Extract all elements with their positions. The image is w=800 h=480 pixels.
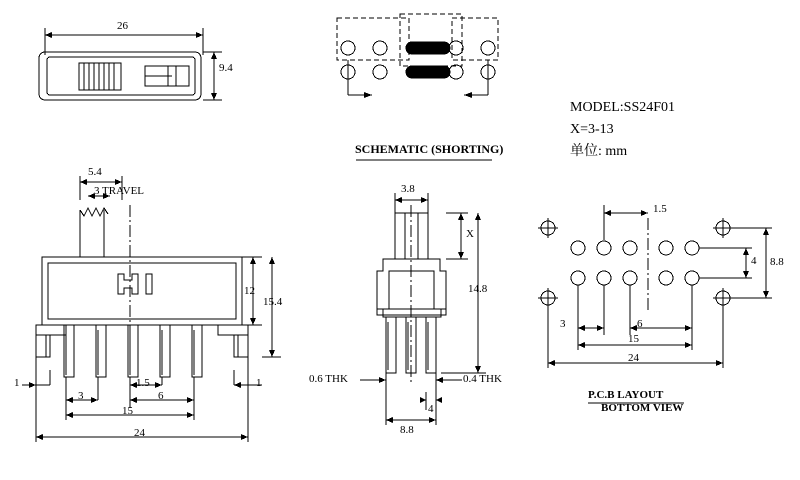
- dim-pcb-1-5: 1.5: [653, 203, 667, 215]
- title-x-range: X=3-13: [570, 122, 614, 137]
- dim-pcb-8-8: 8.8: [770, 256, 784, 268]
- dim-side-14-8: 14.8: [468, 283, 488, 295]
- dim-side-x: X: [466, 228, 474, 240]
- dim-pcb-4: 4: [751, 255, 757, 267]
- dim-pcb-6: 6: [637, 318, 643, 330]
- title-unit: 单位: mm: [570, 144, 628, 159]
- dim-front-6: 6: [158, 390, 164, 402]
- pcb-caption-line2: BOTTOM VIEW: [601, 402, 684, 414]
- pcb-caption-line1: P.C.B LAYOUT: [588, 389, 664, 401]
- dim-front-3: 3: [78, 390, 84, 402]
- label-thk-0-4: 0.4 THK: [463, 373, 502, 385]
- dim-front-12: 12: [244, 285, 255, 297]
- dim-side-4: 4: [428, 403, 434, 415]
- dim-front-5-4: 5.4: [88, 166, 102, 178]
- dim-side-3-8: 3.8: [401, 183, 415, 195]
- dim-top-26: 26: [117, 20, 128, 32]
- label-travel: 3 TRAVEL: [94, 185, 145, 197]
- dim-side-8-8: 8.8: [400, 424, 414, 436]
- dim-pcb-15: 15: [628, 333, 639, 345]
- dim-pcb-3: 3: [560, 318, 566, 330]
- dim-front-1-5: 1.5: [136, 377, 150, 389]
- dim-front-24: 24: [134, 427, 145, 439]
- dim-front-1-right: 1: [256, 377, 262, 389]
- dim-front-15-4: 15.4: [263, 296, 283, 308]
- title-model: MODEL:SS24F01: [570, 100, 676, 115]
- dim-front-1-left: 1: [14, 377, 20, 389]
- dim-pcb-24: 24: [628, 352, 639, 364]
- dim-top-9-4: 9.4: [219, 62, 233, 74]
- schematic-caption: SCHEMATIC (SHORTING): [355, 142, 504, 156]
- label-thk-0-6: 0.6 THK: [309, 373, 348, 385]
- dim-front-15: 15: [122, 405, 133, 417]
